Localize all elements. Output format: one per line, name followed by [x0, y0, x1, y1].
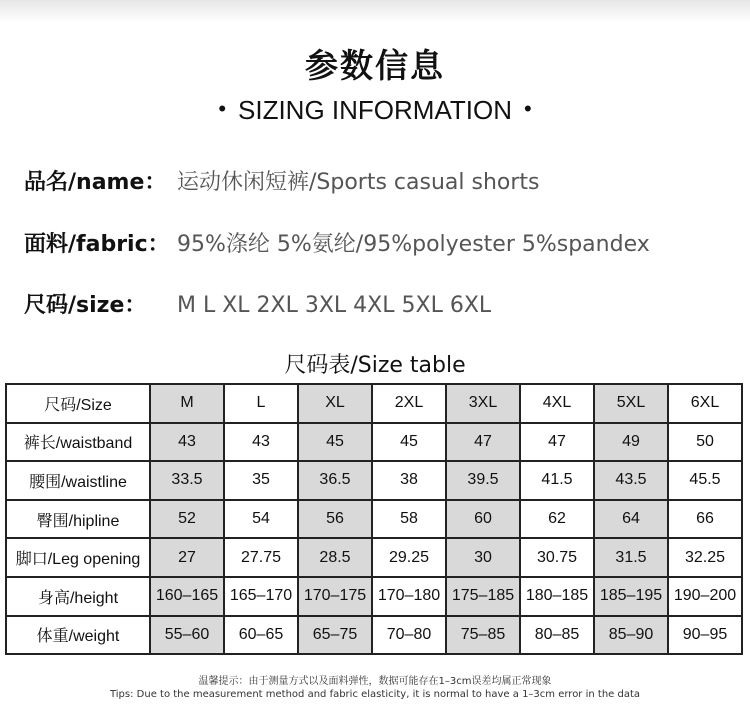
tip-cn: 温馨提示：由于测量方式以及面料弹性，数据可能存在1–3cm误差均属正常现象: [198, 676, 552, 687]
table-cell: 28.5: [298, 538, 372, 577]
table-cell: 45: [298, 423, 372, 462]
size-table-title: 尺码表/Size table: [284, 353, 466, 378]
table-cell: 55–60: [150, 616, 224, 655]
table-row: [6, 538, 742, 577]
table-cell: 180–185: [520, 577, 594, 616]
table-row: [6, 577, 742, 616]
page-title-cn: 参数信息: [305, 46, 445, 85]
table-cell: 49: [594, 423, 668, 462]
table-cell: 33.5: [150, 461, 224, 500]
table-cell: 43: [224, 423, 298, 462]
table-cell: 52: [150, 500, 224, 539]
table-cell: 66: [668, 500, 742, 539]
table-cell: 47: [446, 423, 520, 462]
table-cell: 185–195: [594, 577, 668, 616]
size-header-cell: 4XL: [520, 384, 594, 423]
table-cell: 35: [224, 461, 298, 500]
table-cell: 45: [372, 423, 446, 462]
size-header-cell: XL: [298, 384, 372, 423]
info-label-fabric: 面料/fabric：: [24, 232, 170, 257]
info-label-size: 尺码/size：: [24, 293, 147, 318]
info-label-name: 品名/name：: [24, 170, 167, 195]
table-cell: 50: [668, 423, 742, 462]
info-row-fabric: [24, 227, 650, 258]
table-cell: 70–80: [372, 616, 446, 655]
table-row: [6, 616, 742, 655]
table-cell: 85–90: [594, 616, 668, 655]
size-header-cell: 2XL: [372, 384, 446, 423]
table-cell: 43.5: [594, 461, 668, 500]
row-label-cell: 体重/weight: [6, 616, 150, 655]
table-cell: 27: [150, 538, 224, 577]
info-row-name: [24, 165, 540, 196]
size-header-cell: 6XL: [668, 384, 742, 423]
table-cell: 165–170: [224, 577, 298, 616]
table-cell: 43: [150, 423, 224, 462]
table-row: [6, 423, 742, 462]
table-cell: 75–85: [446, 616, 520, 655]
top-shadow-band: [0, 0, 750, 22]
size-header-cell: L: [224, 384, 298, 423]
size-header-cell: 5XL: [594, 384, 668, 423]
table-cell: 56: [298, 500, 372, 539]
table-cell: 60: [446, 500, 520, 539]
table-cell: 80–85: [520, 616, 594, 655]
size-table-body: [6, 384, 742, 654]
info-value-size: M L XL 2XL 3XL 4XL 5XL 6XL: [177, 293, 492, 318]
page-title-en: [0, 95, 750, 126]
table-cell: 64: [594, 500, 668, 539]
table-cell: 29.25: [372, 538, 446, 577]
table-cell: 160–165: [150, 577, 224, 616]
tip-en: Tips: Due to the measurement method and fabric elasticity, it is normal to have a 1–3cm error in the data: [109, 689, 641, 700]
table-cell: 30.75: [520, 538, 594, 577]
table-cell: 32.25: [668, 538, 742, 577]
size-header-cell: M: [150, 384, 224, 423]
table-cell: 170–180: [372, 577, 446, 616]
size-header-cell: 3XL: [446, 384, 520, 423]
row-label-cell: 身高/height: [6, 577, 150, 616]
info-value-name: 运动休闲短裤/Sports casual shorts: [177, 170, 540, 195]
row-label-cell: 脚口/Leg opening: [6, 538, 150, 577]
row-label-cell: 腰围/waistline: [6, 461, 150, 500]
table-row: [6, 461, 742, 500]
bullet-right: •: [523, 96, 532, 121]
table-cell: 60–65: [224, 616, 298, 655]
table-cell: 45.5: [668, 461, 742, 500]
table-cell: 31.5: [594, 538, 668, 577]
table-cell: 30: [446, 538, 520, 577]
info-value-fabric: 95%涤纶 5%氨纶/95%polyester 5%spandex: [177, 232, 650, 257]
table-cell: 190–200: [668, 577, 742, 616]
table-header-row: [6, 384, 742, 423]
table-cell: 65–75: [298, 616, 372, 655]
table-cell: 90–95: [668, 616, 742, 655]
table-cell: 27.75: [224, 538, 298, 577]
size-table: [5, 383, 743, 655]
table-row: [6, 500, 742, 539]
bullet-left: •: [218, 96, 227, 121]
table-cell: 175–185: [446, 577, 520, 616]
table-cell: 170–175: [298, 577, 372, 616]
table-cell: 62: [520, 500, 594, 539]
page-title-en-text: SIZING INFORMATION: [238, 95, 512, 125]
table-cell: 54: [224, 500, 298, 539]
table-cell: 41.5: [520, 461, 594, 500]
row-label-cell: 裤长/waistband: [6, 423, 150, 462]
row-label-cell: 臀围/hipline: [6, 500, 150, 539]
table-cell: 58: [372, 500, 446, 539]
info-row-size: [24, 288, 491, 319]
header-label-cell: 尺码/Size: [6, 384, 150, 423]
table-cell: 47: [520, 423, 594, 462]
table-cell: 36.5: [298, 461, 372, 500]
table-cell: 39.5: [446, 461, 520, 500]
table-cell: 38: [372, 461, 446, 500]
